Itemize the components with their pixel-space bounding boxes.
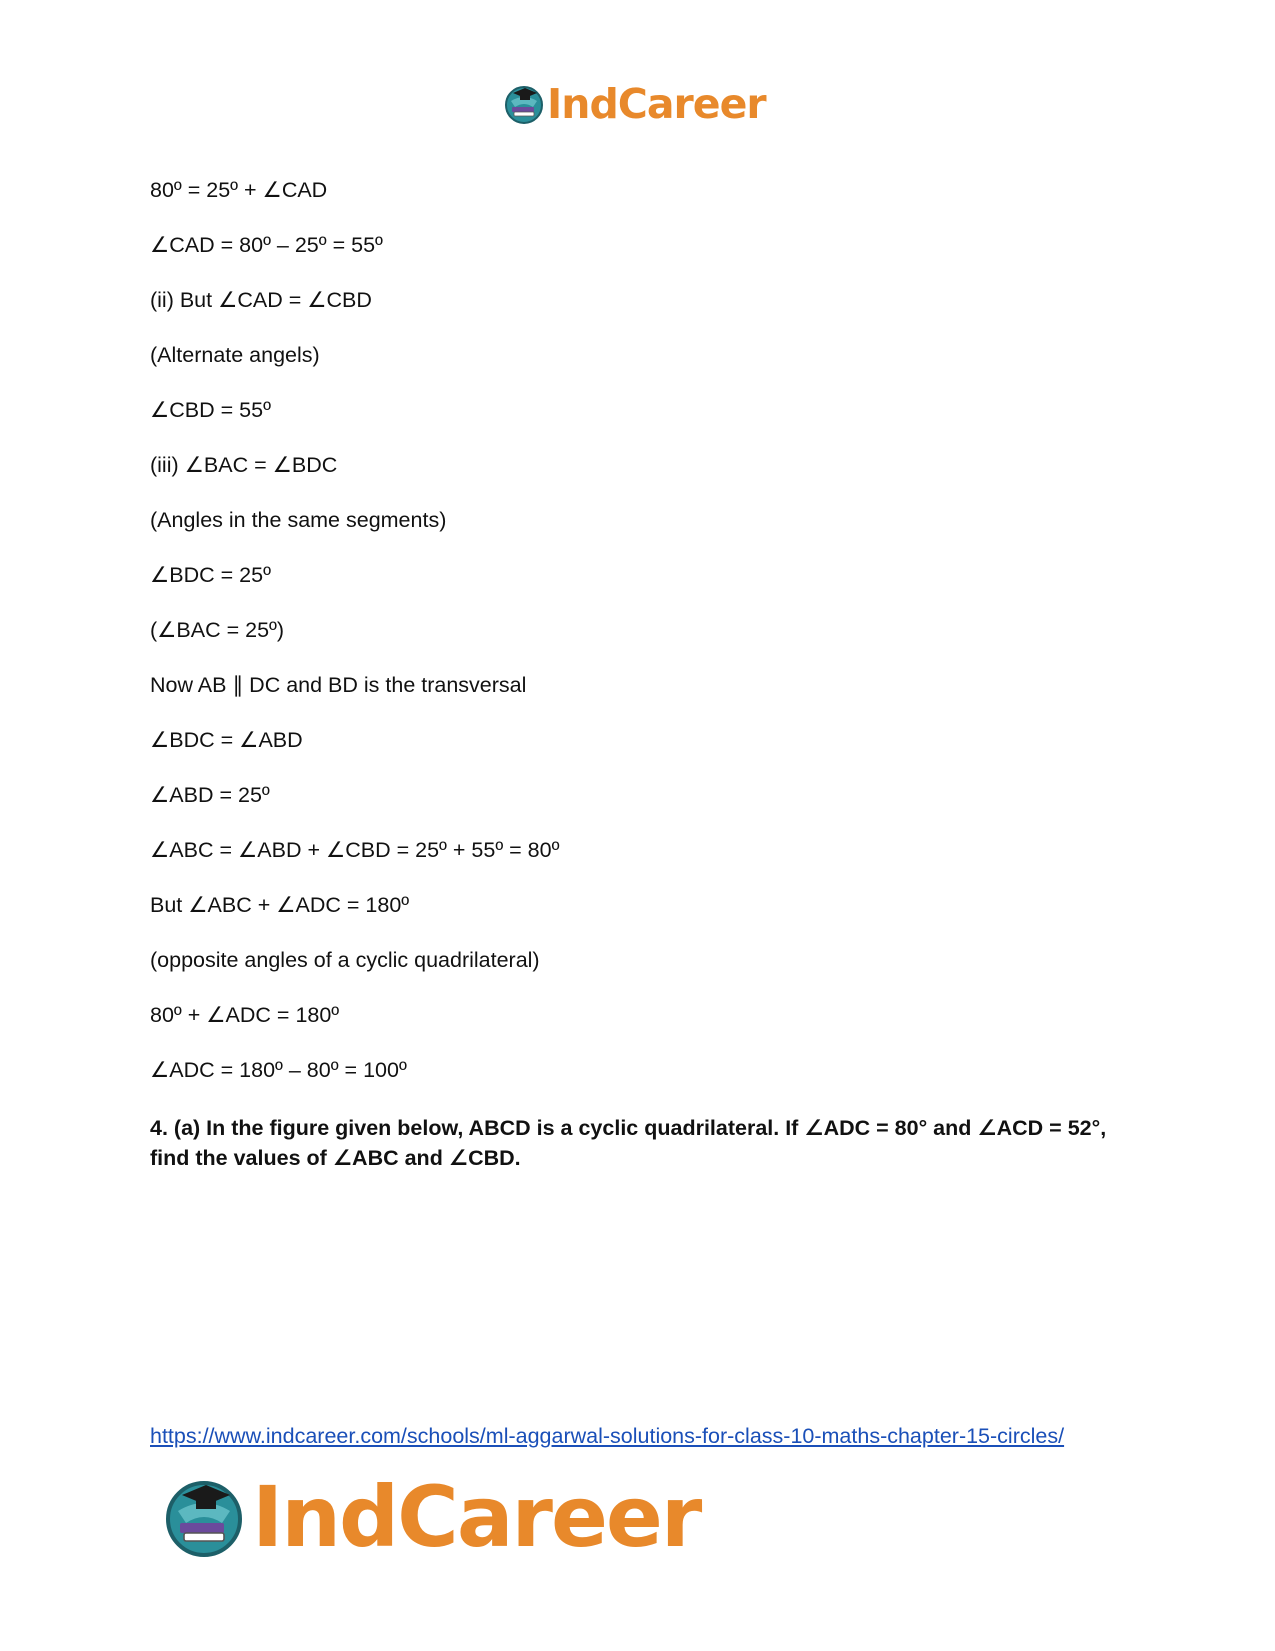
- solution-line: Now AB ∥ DC and BD is the transversal: [150, 673, 527, 697]
- solution-line: 80º = 25º + ∠CAD: [150, 178, 328, 202]
- solution-line: ∠ABD = 25º: [150, 783, 270, 807]
- footer-logo: [162, 1468, 701, 1566]
- source-link[interactable]: https://www.indcareer.com/schools/ml-aggarwal-solutions-for-class-10-maths-chapter-15-circles/: [150, 1424, 1065, 1448]
- solution-line: (iii) ∠BAC = ∠BDC: [150, 453, 338, 477]
- globe-graduation-icon: [162, 1475, 246, 1559]
- brand-name: IndCareer: [252, 1468, 701, 1566]
- header-logo: [503, 80, 766, 128]
- solution-line: ∠BDC = ∠ABD: [150, 728, 303, 752]
- solution-line: ∠ABC = ∠ABD + ∠CBD = 25º + 55º = 80º: [150, 838, 560, 862]
- solution-line: ∠ADC = 180º – 80º = 100º: [150, 1058, 407, 1082]
- globe-graduation-icon: [503, 83, 545, 125]
- solution-line: (Angles in the same segments): [150, 508, 447, 532]
- solution-line: (opposite angles of a cyclic quadrilateral): [150, 948, 540, 972]
- solution-line: ∠CBD = 55º: [150, 398, 271, 422]
- solution-line: 80º + ∠ADC = 180º: [150, 1003, 340, 1027]
- solution-body: [150, 176, 1130, 1111]
- solution-line: ∠BDC = 25º: [150, 563, 271, 587]
- solution-line: ∠CAD = 80º – 25º = 55º: [150, 233, 383, 257]
- question-text: 4. (a) In the figure given below, ABCD is a cyclic quadrilateral. If ∠ADC = 80° and ∠ACD = 52°, find the values of ∠ABC and ∠CBD.: [150, 1116, 1107, 1170]
- solution-line: But ∠ABC + ∠ADC = 180º: [150, 893, 410, 917]
- solution-line: (ii) But ∠CAD = ∠CBD: [150, 288, 372, 312]
- solution-line: (Alternate angels): [150, 343, 320, 367]
- solution-line: (∠BAC = 25º): [150, 618, 285, 642]
- brand-name: IndCareer: [547, 79, 766, 128]
